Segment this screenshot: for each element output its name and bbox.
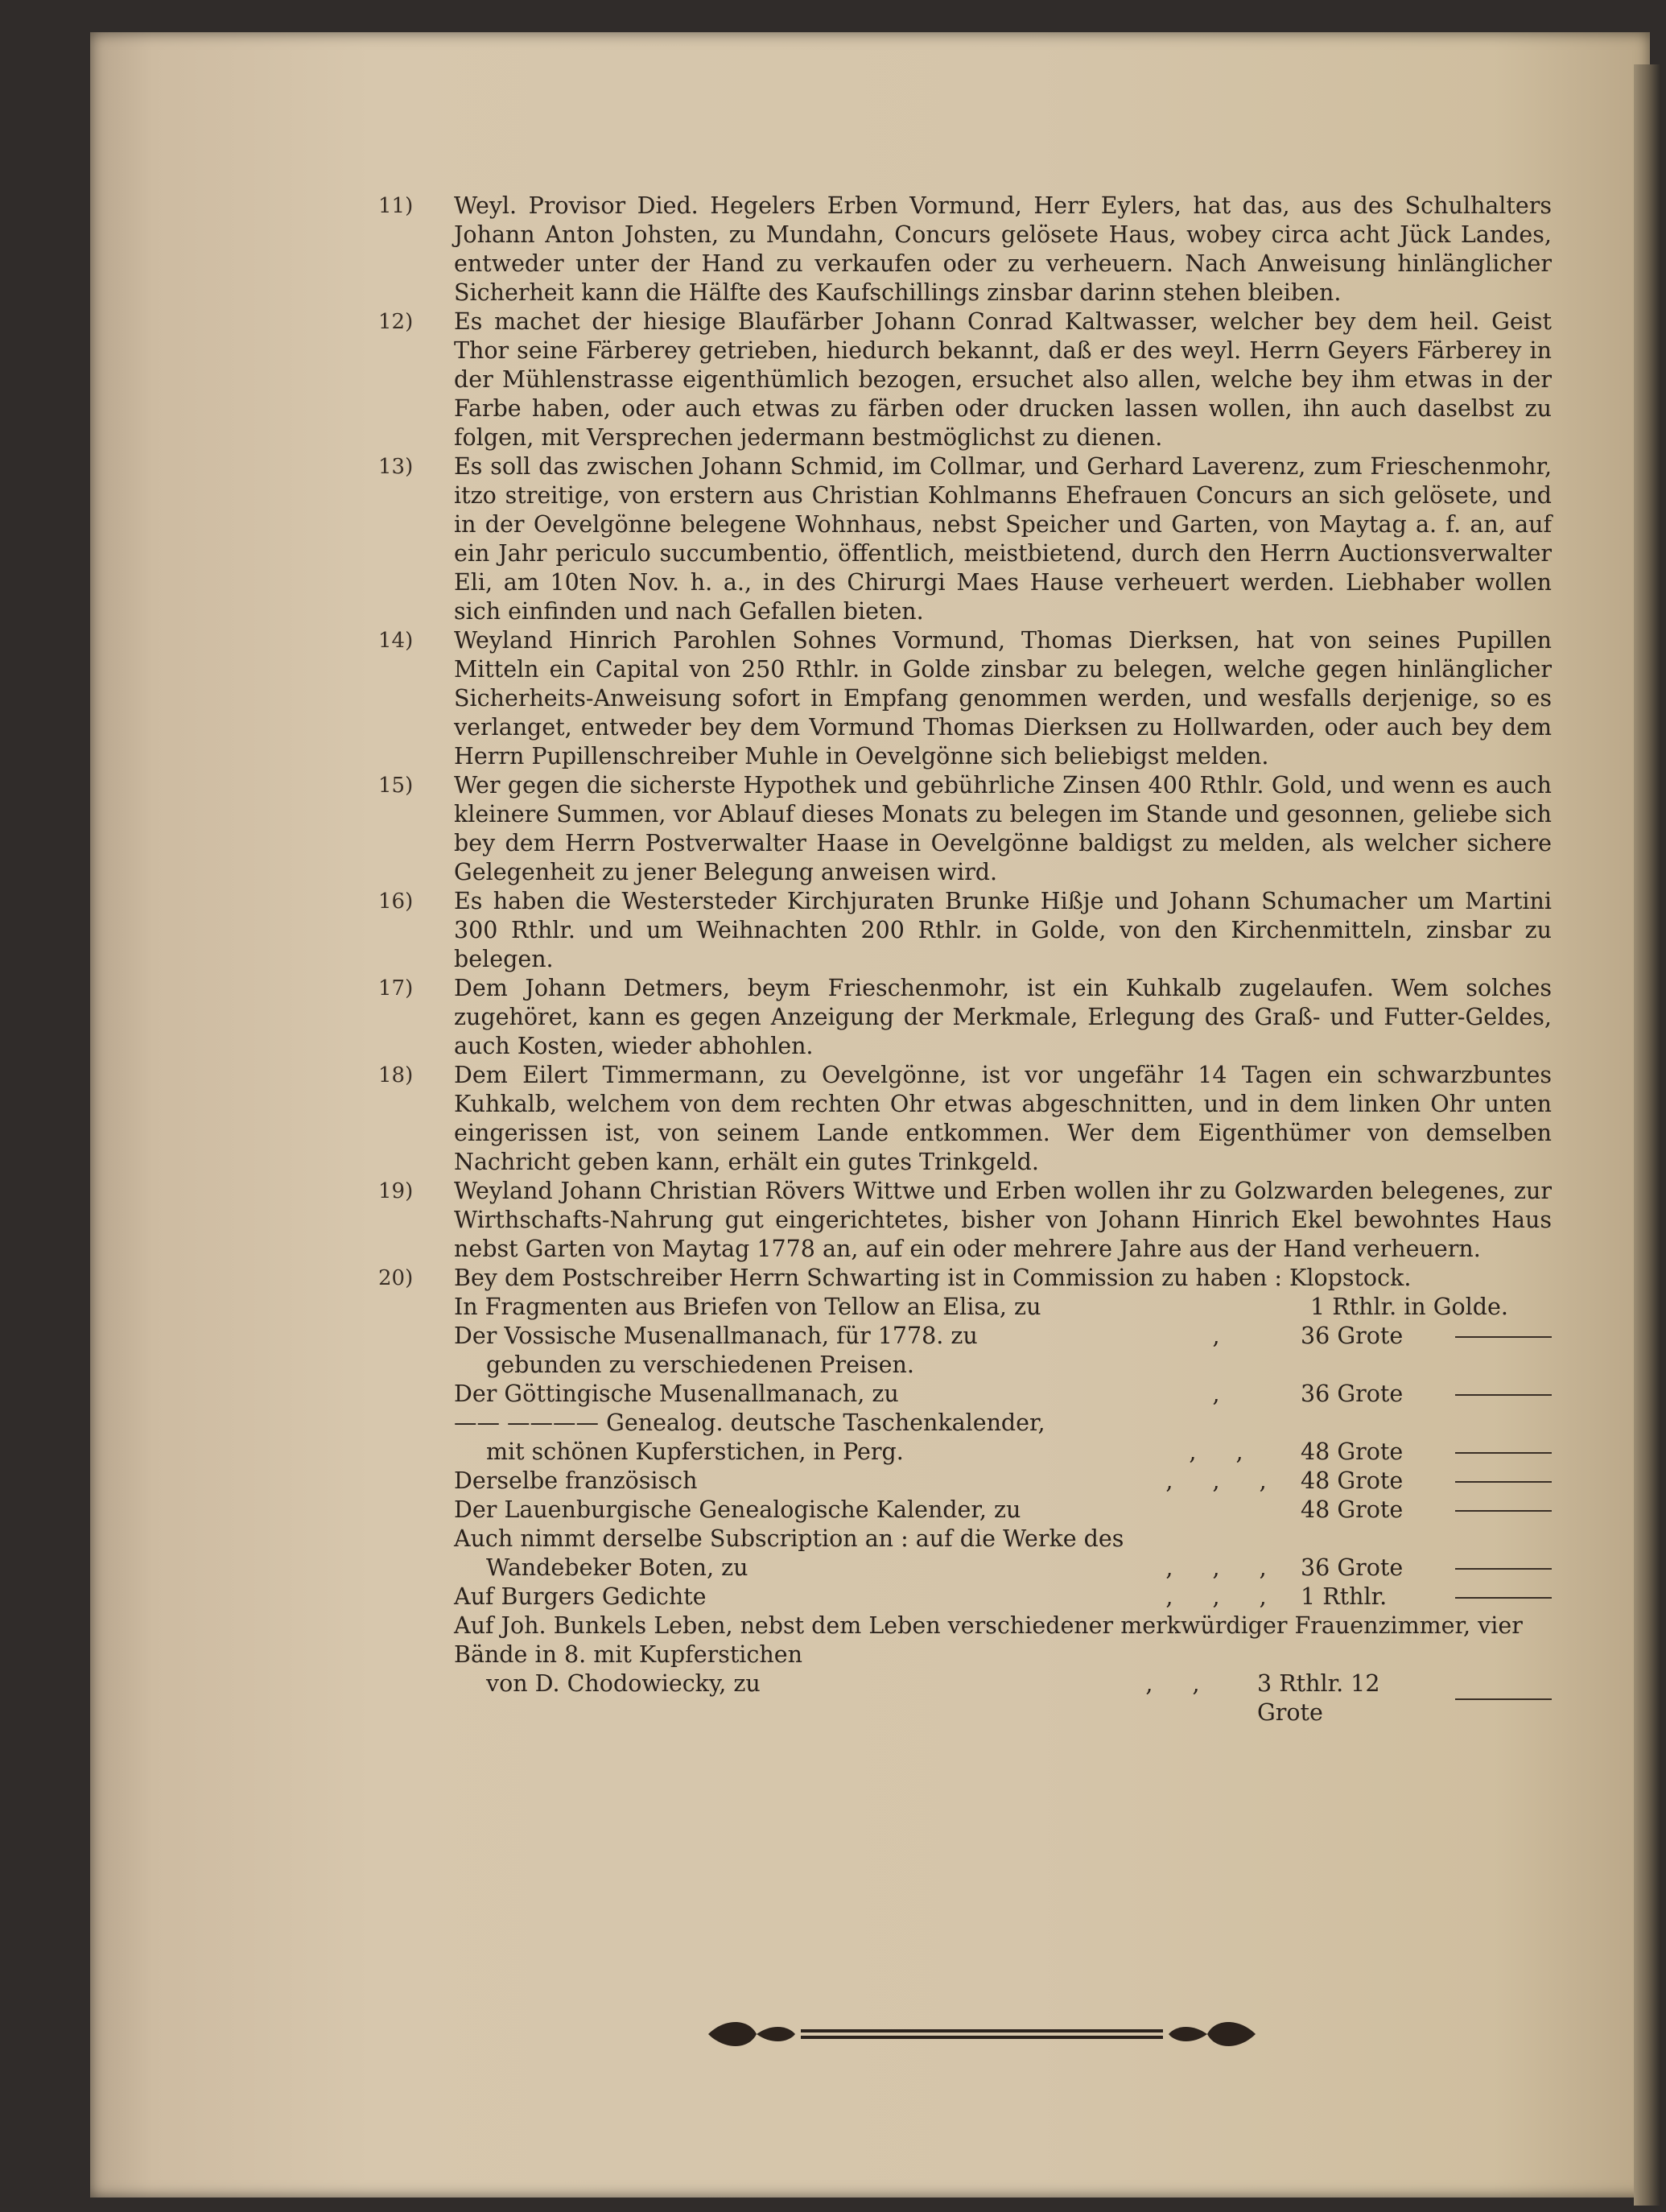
book-title: Auch nimmt derselbe Subscription an : auf die Werke des [454,1525,1124,1552]
entry-number: 11) [378,194,414,218]
entry-number: 16) [378,889,414,914]
book-title: gebunden zu verschiedenen Preisen. [486,1352,914,1378]
price-dash [1455,1595,1552,1599]
book-price: 48 Grote [1301,1438,1404,1465]
ornament-rule-top [801,2029,1163,2032]
price-dash [1455,1479,1552,1483]
entry-number: 19) [378,1179,414,1203]
book-row [378,1669,1552,1727]
ornament-right-scroll [1169,2027,1207,2041]
entry-text: Es machet der hiesige Blaufärber Johann Conrad Kaltwasser, welcher bey dem heil. Geist Thor seine Färberey getrieben, hiedurch bekannt, daß er des weyl. Herrn Geyers Färberey in der Mühlenstrasse eigenthümlich bezogen, ersuchet also allen, welche bey ihm etwas in der Farbe haben, oder auch etwas zu färben oder drucken lassen wollen, ihn auch daselbst zu folgen, mit Versprechen jedermann bestmöglichst zu dienen. [454,308,1552,451]
entry-text: Weyl. Provisor Died. Hegelers Erben Vormund, Herr Eylers, hat das, aus des Schulhalters Johann Anton Johsten, zu Mundahn, Concurs gelösete Haus, wobey circa acht Jück Landes, entweder unter der Hand zu verkaufen oder zu verheuern. Nach Anweisung hinlänglicher Sicherheit kann die Hälfte des Kaufschillings zinsbar darinn stehen bleiben. [454,192,1552,306]
entry-19 [378,1177,1552,1264]
entry-12 [378,307,1552,452]
entry-number: 17) [378,976,414,1001]
entry-text: Weyland Hinrich Parohlen Sohnes Vormund, Thomas Dierksen, hat von seines Pupillen Mitteln ein Capital von 250 Rthlr. in Golde zinsbar zu belegen, welche gegen hinlänglicher Sicherheits-Anweisung sofort in Empfang genommen werden, und wesfalls derjenige, so es verlanget, entweder bey dem Vormund Thomas Dierksen zu Hollwarden, oder auch bey dem Herrn Pupillenschreiber Muhle in Oevelgönne sich beliebigst melden. [454,627,1552,770]
page-stack-edge [1634,64,1661,2206]
entry-14 [378,626,1552,771]
leader-dots: , , [1145,1670,1216,1697]
book-row [378,1293,1552,1322]
entry-number: 15) [378,774,414,798]
price-dash [1455,1335,1552,1338]
book-title: Der Göttingische Musenallmanach, zu [454,1380,899,1407]
book-price: 36 Grote [1301,1323,1404,1349]
price-dash [1455,1508,1552,1512]
ornament-rule-bottom [801,2036,1163,2039]
entry-text: Dem Johann Detmers, beym Frieschenmohr, ist ein Kuhkalb zugelaufen. Wem solches zugehöret, kann es gegen Anzeigung der Merkmale, Erlegung des Graß- und Futter-Geldes, auch Kosten, wieder abhohlen. [454,975,1552,1059]
entry-20 [378,1264,1552,1293]
ornament-right-flourish [1207,2022,1256,2046]
book-title: von D. Chodowiecky, zu [486,1670,761,1697]
price-dash [1455,1697,1552,1700]
leader-dots: , [1212,1323,1236,1349]
book-price: 36 Grote [1301,1554,1404,1581]
book-row [378,1467,1552,1496]
book-title: mit schönen Kupferstichen, in Perg. [486,1438,904,1465]
book-title: Der Vossische Musenallmanach, für 1778. zu [454,1323,978,1349]
entry-text: Bey dem Postschreiber Herrn Schwarting ist in Commission zu haben : Klopstock. [454,1265,1412,1291]
book-title: Auf Joh. Bunkels Leben, nebst dem Leben verschiedener merkwürdiger Frauenzimmer, vier Bände in 8. mit Kupferstichen [454,1612,1523,1668]
entry-number: 20) [378,1266,414,1290]
book-title: In Fragmenten aus Briefen von Tellow an Elisa, zu [454,1294,1041,1320]
book-title: —— ———— Genealog. deutsche Taschenkalender, [454,1409,1045,1436]
entry-13 [378,452,1552,626]
entry-18 [378,1061,1552,1177]
entry-16 [378,887,1552,974]
ornament-left-scroll [757,2027,795,2041]
announcements-column [378,192,1552,1727]
book-row [378,1496,1552,1525]
entry-text: Wer gegen die sicherste Hypothek und gebührliche Zinsen 400 Rthlr. Gold, und wenn es auch kleinere Summen, vor Ablauf dieses Monats zu belegen im Stande und gesonnen, geliebe sich bey dem Herrn Postverwalter Haase in Oevelgönne baldigst zu melden, als welcher sichere Gelegenheit zu jener Belegung anweisen wird. [454,772,1552,885]
book-title: Derselbe französisch [454,1467,698,1494]
decorative-rule-ornament [700,2015,1264,2053]
book-row [378,1322,1552,1351]
book-title: Wandebeker Boten, zu [486,1554,748,1581]
book-price: 48 Grote [1301,1496,1404,1523]
book-title: Auf Burgers Gedichte [454,1583,707,1610]
entry-11 [378,192,1552,307]
entry-number: 14) [378,629,414,653]
book-price: 36 Grote [1301,1380,1404,1407]
price-dash [1455,1566,1552,1570]
entry-number: 12) [378,310,414,334]
leader-dots: , , , [1165,1467,1283,1494]
book-row [378,1409,1552,1438]
price-dash [1455,1451,1552,1454]
book-price: 1 Rthlr. [1301,1583,1388,1610]
entry-number: 13) [378,455,414,479]
book-price: 1 Rthlr. in Golde. [1310,1294,1508,1320]
entry-text: Es soll das zwischen Johann Schmid, im Collmar, und Gerhard Laverenz, zum Frieschenmohr, itzo streitige, von erstern aus Christian Kohlmanns Ehefrauen Concurs an sich gelösete, und in der Oevelgönne belegene Wohnhaus, nebst Speicher und Garten, von Maytag a. f. an, auf ein Jahr periculo succumbentio, öffentlich, meistbietend, durch den Herrn Auctionsverwalter Eli, am 10ten Nov. h. a., in des Chirurgi Maes Hause verheuert werden. Liebhaber wollen sich einfinden und nach Gefallen bieten. [454,453,1552,625]
book-row [378,1612,1552,1669]
leader-dots: , , , [1165,1583,1283,1610]
leader-dots: , [1212,1380,1236,1407]
book-price: 3 Rthlr. 12 Grote [1257,1670,1380,1726]
entry-15 [378,771,1552,887]
entry-number: 18) [378,1063,414,1087]
entry-17 [378,974,1552,1061]
book-list [378,1293,1552,1727]
leader-dots: , , , [1165,1554,1283,1581]
entry-text: Es haben die Westersteder Kirchjuraten Brunke Hißje und Johann Schumacher um Martini 300 Rthlr. und um Weihnachten 200 Rthlr. in Golde, von den Kirchenmitteln, zinsbar zu belegen. [454,888,1552,972]
book-row [378,1583,1552,1612]
book-row [378,1525,1552,1554]
book-title: Der Lauenburgische Genealogische Kalender, zu [454,1496,1021,1523]
book-row [378,1554,1552,1583]
book-price: 48 Grote [1301,1467,1404,1494]
entry-text: Weyland Johann Christian Rövers Wittwe und Erben wollen ihr zu Golzwarden belegenes, zur Wirthschafts-Nahrung gut eingerichtetes, bisher von Johann Hinrich Ekel bewohntes Haus nebst Garten von Maytag 1778 an, auf ein oder mehrere Jahre aus der Hand verheuern. [454,1178,1552,1262]
price-dash [1455,1393,1552,1396]
book-row [378,1438,1552,1467]
ornament-left-flourish [708,2022,757,2046]
leader-dots: , , [1189,1438,1260,1465]
book-row [378,1380,1552,1409]
entry-text: Dem Eilert Timmermann, zu Oevelgönne, ist vor ungefähr 14 Tagen ein schwarzbuntes Kuhkalb, welchem von dem rechten Ohr etwas abgeschnitten, und in dem linken Ohr unten eingerissen ist, von seinem Lande entkommen. Wer dem Eigenthümer von demselben Nachricht geben kann, erhält ein gutes Trinkgeld. [454,1062,1552,1175]
book-row [378,1351,1552,1380]
